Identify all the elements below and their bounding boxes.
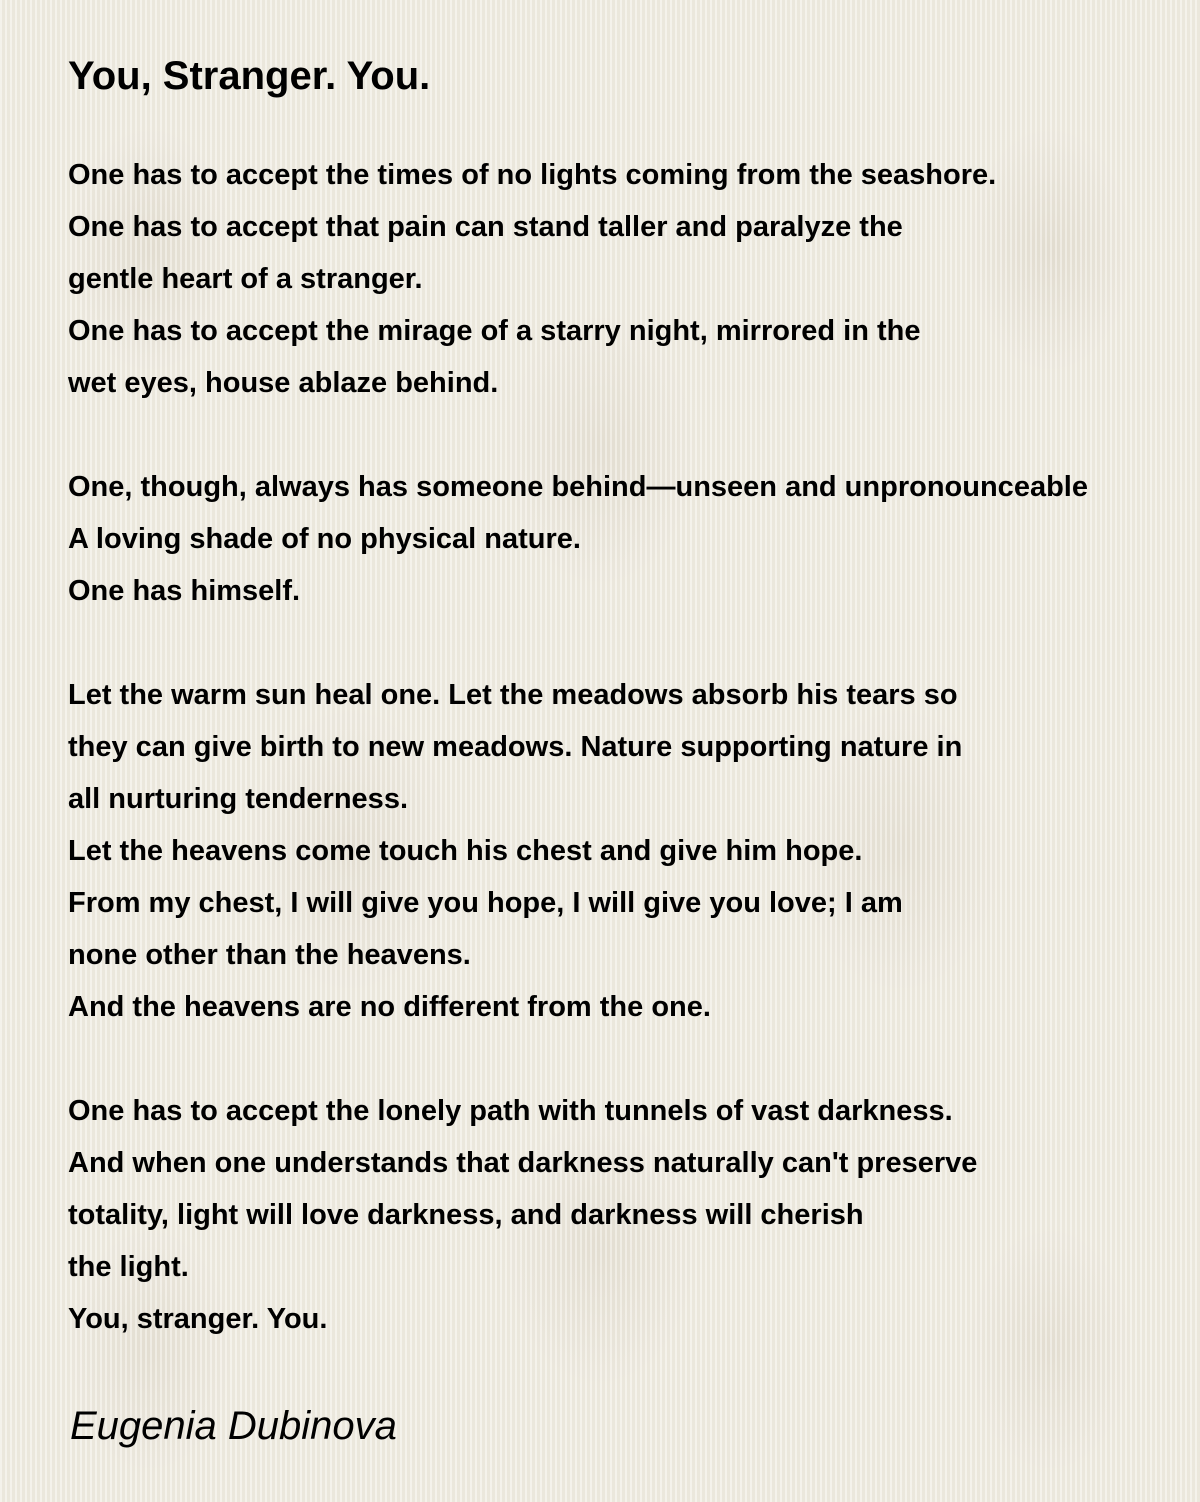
poem-line: none other than the heavens. [68,939,471,971]
stanza-break [68,617,1200,669]
poem-title: You, Stranger. You. [68,54,431,98]
poem-line: Let the warm sun heal one. Let the meadows absorb his tears so [68,679,958,711]
poem-line: And the heavens are no different from the one. [68,991,711,1023]
poem-line: And when one understands that darkness naturally can't preserve [68,1147,978,1179]
poem-line: wet eyes, house ablaze behind. [68,367,499,399]
poem-line: One has to accept the times of no lights coming from the seashore. [68,159,997,191]
author-name: Eugenia Dubinova [70,1404,397,1448]
stanza-break [68,1033,1200,1085]
poem-line: One has himself. [68,575,301,607]
poem-line: One, though, always has someone behind—unseen and unpronounceable [68,471,1088,503]
poem-line: One has to accept that pain can stand taller and paralyze the [68,211,903,243]
poem-body [68,149,1200,1345]
poem-line: they can give birth to new meadows. Nature supporting nature in [68,731,963,763]
poem-line: A loving shade of no physical nature. [68,523,581,555]
stanza-break [68,409,1200,461]
poem-line: One has to accept the lonely path with tunnels of vast darkness. [68,1095,953,1127]
poem-line: the light. [68,1251,189,1283]
poem-line: You, stranger. You. [68,1303,328,1335]
poem-line: From my chest, I will give you hope, I will give you love; I am [68,887,903,919]
poem-line: totality, light will love darkness, and darkness will cherish [68,1199,864,1231]
poem-line: gentle heart of a stranger. [68,263,423,295]
poem-line: Let the heavens come touch his chest and give him hope. [68,835,863,867]
poem-line: all nurturing tenderness. [68,783,408,815]
poem-line: One has to accept the mirage of a starry night, mirrored in the [68,315,921,347]
